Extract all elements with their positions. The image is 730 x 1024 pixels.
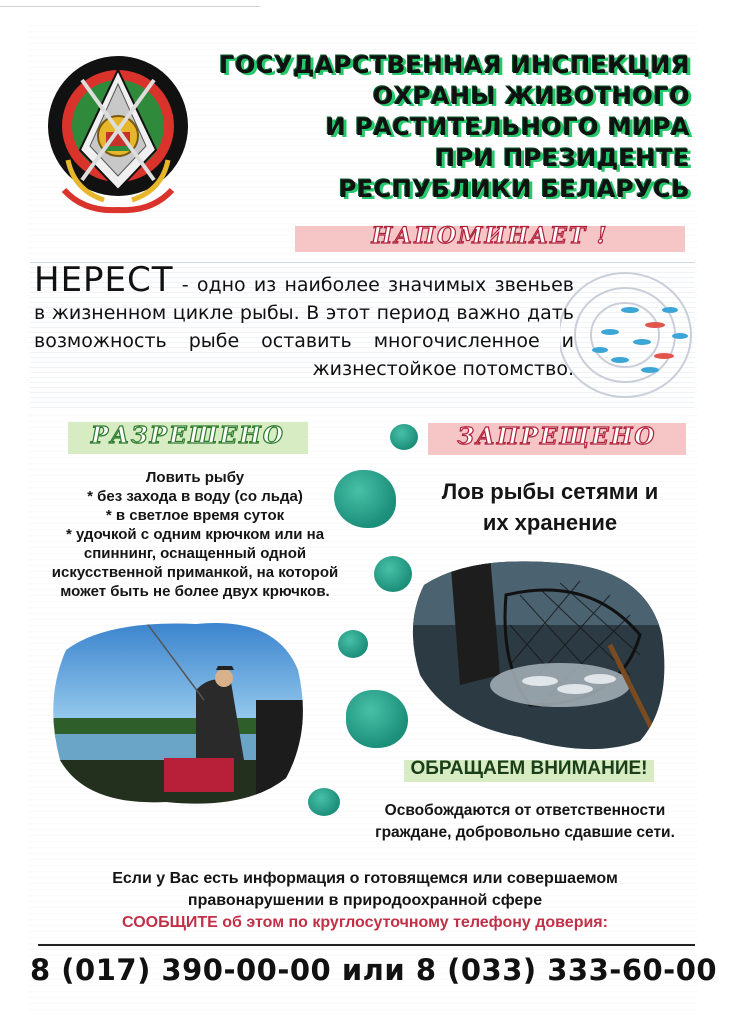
contact-line: Если у Вас есть информация о готовящемся или совершаемом bbox=[112, 870, 618, 887]
allowed-rule-line: Ловить рыбу bbox=[145, 469, 245, 486]
teal-blob bbox=[374, 556, 412, 592]
phone-or: или bbox=[341, 953, 406, 987]
top-rule bbox=[0, 6, 260, 7]
header-title-line: ГОСУДАРСТВЕННАЯ ИНСПЕКЦИЯ bbox=[219, 51, 690, 79]
header-title-line: ПРИ ПРЕЗИДЕНТЕ bbox=[435, 144, 690, 172]
teal-blob bbox=[390, 424, 418, 450]
phone-number-1[interactable]: 8 (017) 390-00-00 bbox=[30, 953, 332, 987]
contact-line: правонарушении в природоохранной сфере bbox=[187, 892, 543, 909]
header-title-line: РЕСПУБЛИКИ БЕЛАРУСЬ bbox=[338, 175, 690, 203]
allowed-rule-line: * в светлое время суток bbox=[105, 507, 285, 524]
header-title-line: И РАСТИТЕЛЬНОГО МИРА bbox=[325, 113, 690, 141]
spawning-paragraph bbox=[34, 260, 574, 383]
teal-blob bbox=[338, 630, 368, 658]
attention-line: граждане, добровольно сдавшие сети. bbox=[375, 824, 675, 841]
allowed-rule-line: спиннинг, оснащенный одной bbox=[83, 545, 307, 562]
prohibited-title-line: их хранение bbox=[482, 510, 618, 535]
attention-line: Освобождаются от ответственности bbox=[384, 802, 666, 819]
fishing-net-photo bbox=[410, 555, 668, 753]
contact-info bbox=[50, 868, 680, 934]
reminder-text: НАПОМИНАЕТ ! bbox=[371, 223, 609, 249]
allowed-label: РАЗРЕШЕНО bbox=[91, 422, 285, 449]
allowed-rule-line: * удочкой с одним крючком или на bbox=[65, 526, 325, 543]
allowed-rule-line: может быть не более двух крючков. bbox=[60, 583, 330, 600]
allowed-rule-line: искусственной приманкой, на которой bbox=[51, 564, 339, 581]
spawning-keyword: НЕРЕСТ bbox=[34, 260, 174, 300]
attention-note bbox=[360, 800, 690, 844]
allowed-rules bbox=[40, 468, 350, 601]
fisherman-photo bbox=[46, 610, 308, 810]
hotline-call-text: СООБЩИТЕ об этом по круглосуточному телефону доверия: bbox=[122, 914, 608, 931]
teal-blob bbox=[346, 690, 408, 748]
header-title bbox=[205, 50, 690, 205]
fish-school-icon bbox=[560, 270, 695, 400]
header-title-line: ОХРАНЫ ЖИВОТНОГО bbox=[372, 82, 690, 110]
spawning-description: - одно из наиболее значимых звеньев в жизненном цикле рыбы. В этот период важно дать возможность рыбе оставить многочисленное и жизнестойкое потомство. bbox=[34, 274, 574, 380]
inspection-emblem-icon bbox=[44, 40, 192, 226]
hotline-phones bbox=[30, 953, 718, 987]
divider bbox=[38, 944, 695, 946]
attention-title: ОБРАЩАЕМ ВНИМАНИЕ! bbox=[410, 758, 648, 779]
prohibited-label: ЗАПРЕЩЕНО bbox=[457, 423, 657, 450]
prohibited-title-line: Лов рыбы сетями и bbox=[441, 479, 659, 504]
allowed-rule-line: * без захода в воду (со льда) bbox=[87, 488, 303, 505]
phone-number-2[interactable]: 8 (033) 333-60-00 bbox=[415, 953, 718, 987]
prohibited-title bbox=[410, 476, 690, 538]
teal-blob bbox=[308, 788, 340, 816]
